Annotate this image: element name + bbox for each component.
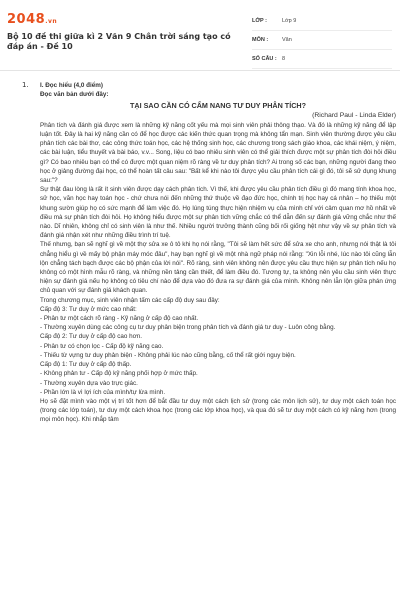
level-heading: Cấp độ 2: Tư duy ở cấp độ cao hơn. xyxy=(40,333,142,341)
level-item: - Phân tư có chọn lọc - Cấp độ kỹ năng cao. xyxy=(40,342,164,350)
meta-value: Văn xyxy=(282,37,292,43)
paragraph: Thế nhưng, bạn sẽ nghĩ gì về một thợ sửa xe ô tô khi họ nói rằng, "Tôi sẽ làm hết sức để sửa xe cho anh, nhưng nói thật là tôi chẳng hiểu gì về mấy bộ phận máy móc đâu", hay bạn nghĩ gì về một nhà ngữ pháp nói rằng: "Xin lỗi nhé, lúc nào tôi cũng lẫn lộn chẳng tách bạch được các bộ phận của lời nói". Rõ ràng, sinh viên không nên được yêu cầu thực hiện sự phân tích nếu họ không có một hình mẫu rõ ràng, và những nền tảng cần thiết, để làm điều đó. Tương tự, ta không nên yêu cầu sinh viên thực hiện sự đánh giá nếu họ không có tiêu chí nào để dựa vào đó đưa ra sự đánh giá của mình. Không nên lẫn lộn giữa phán ứng chủ quan với sự đánh giá khách quan. xyxy=(40,241,396,295)
question-body xyxy=(40,81,396,425)
passage-title: TẠI SAO CẦN CÓ CẨM NANG TƯ DUY PHÂN TÍCH? xyxy=(130,101,306,111)
question-content xyxy=(0,78,400,600)
level-item: - Thường xuyên dựa vào trực giác. xyxy=(40,379,138,387)
paragraph: Họ sẽ đặt mình vào một vị trí tốt hơn để bắt đầu tư duy một cách lịch sử (trong các môn lịch sử), tư duy một cách toán học (trong các lớp toán), tư duy một cách khoa học (trong các lớp khoa học), và qua đó sẽ tư duy một cách có kỹ năng hơn (trong mọi môn học). Khi nhắp tâm xyxy=(40,397,396,424)
meta-row-subject xyxy=(252,31,392,50)
site-logo[interactable] xyxy=(7,12,57,27)
document-title: Bộ 10 đề thi giữa kì 2 Văn 9 Chân trời sáng tạo có đáp án - Đề 10 xyxy=(7,32,231,51)
meta-label: SỐ CÂU : xyxy=(252,56,277,62)
logo-suffix: .vn xyxy=(45,18,58,25)
level-item: - Thiếu từ vựng tư duy phản biện - Không phải lúc nào cũng bằng, cố thể rất giới nguy biện. xyxy=(40,351,296,359)
meta-label: LỚP : xyxy=(252,18,267,24)
document-meta xyxy=(252,12,392,69)
paragraph: Sự thật đau lòng là rất ít sinh viên được dạy cách phân tích. Vì thế, khi được yêu cầu phân tích điều gì đó mang tính khoa học, sử học, văn học hay toán học - chứ chưa nói đến những thứ thuộc về đạo đức học, chính trị học hay cá nhân – họ thiếu một khung sườn giúp họ có sức mạnh để làm việc đó. Họ lúng túng thực hiện nhiệm vụ của mình chỉ với cảm quan mơ hồ nhất về điều mà sự phân tích đòi hỏi. Họ không hiểu được một sự phân tích vững chắc có thể dẫn đến sự đánh giá vững chắc như thế nào. Dĩ nhiên, không chỉ có sinh viên là như thế. Nhiều người trưởng thành cũng bối rối giống hệt như vậy về sự phân tích và đánh giá nhận xét như những điều trình trí tuệ. xyxy=(40,186,396,240)
passage-author: (Richard Paul - Linda Elder) xyxy=(312,111,396,119)
level-item: - Thường xuyên dùng các công cụ tư duy phân biện trong phân tích và đánh giá tư duy - Luôn công bằng. xyxy=(40,324,336,332)
meta-row-class xyxy=(252,12,392,31)
page-header xyxy=(0,0,400,71)
meta-value: Lớp 9 xyxy=(282,18,297,24)
instruction: Đọc văn bản dưới đây: xyxy=(40,91,109,99)
paragraph: Phân tích và đánh giá được xem là những kỹ năng cốt yếu mà mọi sinh viên phải thông thạo. Và đó là những kỹ năng để lập luận tốt. Đây là hai kỹ năng cần có để học được các kiến thức quan trọng mà không tẩn mạn. Sinh viên thường được yêu cầu phân tích các bài thơ, các công thức toán học, các hệ thống sinh học, các chương trong sách giáo khoa, các khái niệm, ý niệm, các bài luận, tiểu thuyết và bài báo, v.v... Song, liệu có bao nhiêu sinh viên có thể giải thích được một sự phân tích đòi hỏi điều gì? Có bao nhiêu bạn có thể có được một quan niệm rõ ràng về tư duy phân tích? Ai trong số các bạn, những người đang theo học ở giảng đường đại học, có thể hoàn tất câu sau: "Bất kể khi nào tôi được yêu cầu phân tích cái gì đó, tôi sẽ sử dụng khung sau:"? xyxy=(40,121,396,185)
level-item: - Phân tư một cách rõ ràng - Kỹ năng ở cấp độ cao nhất. xyxy=(40,315,199,323)
meta-label: MÔN : xyxy=(252,37,269,43)
level-item: - Phần lớn là vì lợi ích của mình/tự lừa mình. xyxy=(40,388,166,396)
level-heading: Cấp độ 3: Tư duy ở mức cao nhất: xyxy=(40,305,137,313)
level-item: - Không phản tư - Cấp độ kỹ năng phối hợp ở mức thấp. xyxy=(40,370,198,378)
question-number: 1. xyxy=(22,81,29,89)
logo-text: 2048 xyxy=(7,12,46,27)
meta-value: 8 xyxy=(282,56,286,62)
paragraph: Trong chương mục, sinh viên nhận tấm các cấp độ duy sau đây: xyxy=(40,296,220,304)
level-heading: Cấp độ 1: Tư duy ở cấp độ thấp. xyxy=(40,361,132,369)
section-heading: I. Đọc hiểu (4,0 điểm) xyxy=(40,82,103,89)
meta-row-count xyxy=(252,50,392,69)
